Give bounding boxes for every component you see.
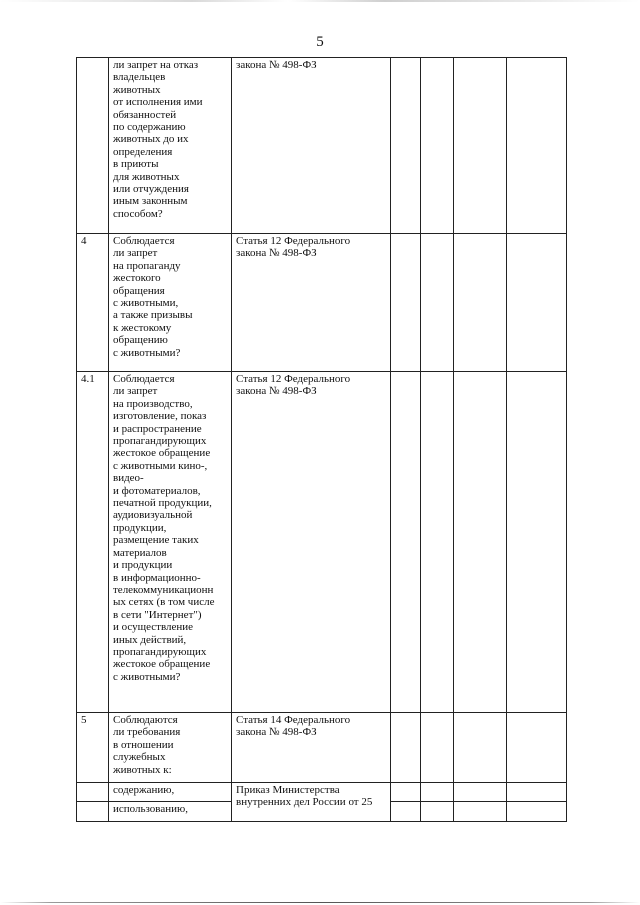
page-number: 5: [316, 34, 324, 50]
answer-cell-yes: [391, 783, 421, 802]
answer-cell-not-applicable: [454, 58, 507, 234]
legal-basis-cell: закона № 498-ФЗ: [232, 58, 391, 234]
legal-basis-cell: Статья 12 Федерального закона № 498-ФЗ: [232, 372, 391, 713]
answer-cell-yes: [391, 234, 421, 372]
legal-basis-cell: Статья 12 Федерального закона № 498-ФЗ: [232, 234, 391, 372]
answer-cell-yes: [391, 713, 421, 783]
row-number-cell: [77, 802, 109, 822]
row-number-cell: [77, 783, 109, 802]
table-row: [77, 234, 567, 372]
answer-cell-not-applicable: [454, 802, 507, 822]
row-number-cell: 4.1: [77, 372, 109, 713]
row-number-cell: [77, 58, 109, 234]
note-cell: [507, 234, 567, 372]
answer-cell-no: [421, 234, 454, 372]
question-cell: содержанию,: [109, 783, 232, 802]
row-number-cell: 5: [77, 713, 109, 783]
table-row: [77, 783, 567, 802]
answer-cell-no: [421, 372, 454, 713]
note-cell: [507, 802, 567, 822]
answer-cell-not-applicable: [454, 234, 507, 372]
answer-cell-not-applicable: [454, 713, 507, 783]
question-cell: ли запрет на отказ владельцев животных от исполнения ими обязанностей по содержанию животных до их определения в приюты для животных или отчуждения иным законным способом?: [109, 58, 232, 234]
answer-cell-yes: [391, 372, 421, 713]
note-cell: [507, 783, 567, 802]
question-cell: Соблюдаются ли требования в отношении служебных животных к:: [109, 713, 232, 783]
note-cell: [507, 372, 567, 713]
note-cell: [507, 713, 567, 783]
legal-basis-cell: Статья 14 Федерального закона № 498-ФЗ: [232, 713, 391, 783]
answer-cell-no: [421, 802, 454, 822]
table-row: [77, 713, 567, 783]
answer-cell-no: [421, 713, 454, 783]
answer-cell-not-applicable: [454, 783, 507, 802]
scan-edge-top: [0, 0, 640, 2]
scan-edge-bottom: [0, 902, 640, 903]
answer-cell-not-applicable: [454, 372, 507, 713]
table-row: [77, 372, 567, 713]
row-number-cell: 4: [77, 234, 109, 372]
answer-cell-yes: [391, 802, 421, 822]
table-row: [77, 58, 567, 234]
checklist-table: [76, 57, 567, 822]
answer-cell-no: [421, 58, 454, 234]
legal-basis-cell: Приказ Министерства внутренних дел России от 25: [232, 783, 391, 822]
answer-cell-no: [421, 783, 454, 802]
question-cell: Соблюдается ли запрет на пропаганду жестокого обращения с животными, а также призывы к жестокому обращению с животными?: [109, 234, 232, 372]
question-cell: использованию,: [109, 802, 232, 822]
note-cell: [507, 58, 567, 234]
question-cell: Соблюдается ли запрет на производство, изготовление, показ и распространение пропагандирующих жестокое обращение с животными кино-, видео- и фотоматериалов, печатной продукции, аудиовизуальной продукции, размещение таких материалов и продукции в информационно- телекоммуникационн ых сетях (в том числе в сети "Интернет") и осуществление иных действий, пропагандирующих жестокое обращение с животными?: [109, 372, 232, 713]
answer-cell-yes: [391, 58, 421, 234]
